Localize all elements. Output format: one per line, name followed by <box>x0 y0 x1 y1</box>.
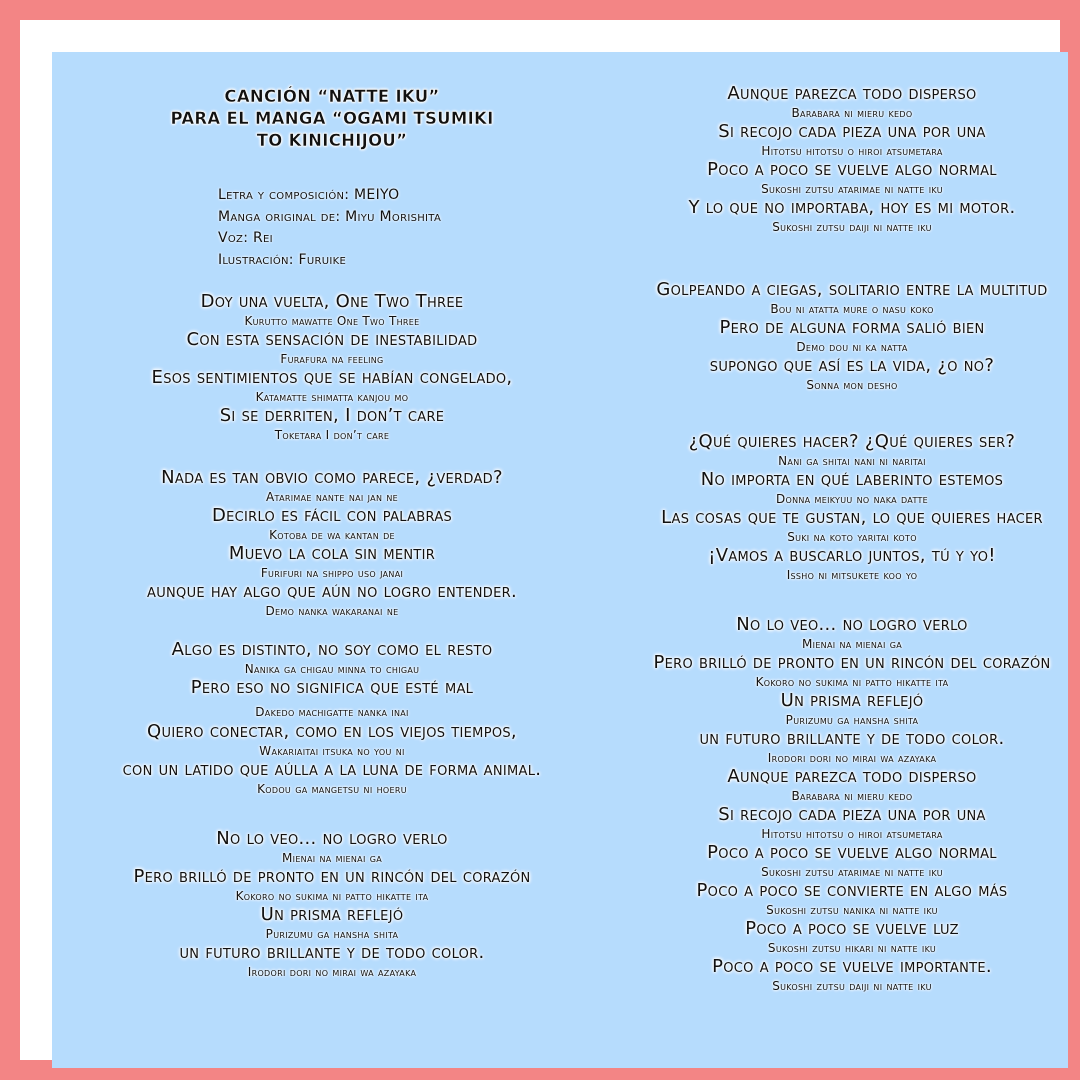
lyric-line: No importa en qué laberinto estemos <box>700 469 1004 490</box>
lyric-line: Poco a poco se vuelve algo normal <box>707 842 997 863</box>
credit-illustration: Ilustración: Furuike <box>218 251 347 268</box>
lyric-line: Aunque parezca todo disperso <box>727 766 977 787</box>
lyric-line: Golpeando a ciegas, solitario entre la multitud <box>656 279 1048 300</box>
romaji-line: Sukoshi zutsu daiji ni natte iku <box>772 979 932 993</box>
romaji-line: Sukoshi zutsu atarimae ni natte iku <box>761 182 943 196</box>
romaji-line: Demo dou ni ka natta <box>796 340 908 354</box>
lyric-line: Aunque parezca todo disperso <box>727 83 977 104</box>
romaji-line: Barabara ni mieru kedo <box>791 789 913 803</box>
credits <box>52 185 612 271</box>
lyric-line: Un prisma reflejó <box>780 690 924 711</box>
white-frame <box>20 20 1060 1060</box>
lyric-line: Pero brilló de pronto en un rincón del corazón <box>133 866 531 887</box>
romaji-line: Barabara ni mieru kedo <box>791 106 913 120</box>
romaji-line: Furafura na feeling <box>280 352 384 366</box>
romaji-line: Katamatte shimatta kanjou mo <box>255 390 409 404</box>
lyric-line: un futuro brillante y de todo color. <box>179 942 485 963</box>
stanza <box>52 468 612 620</box>
stanza <box>52 640 612 798</box>
lyric-line: Si se derriten, I don’t care <box>219 405 445 426</box>
lyric-line: con un latido que aúlla a la luna de forma animal. <box>122 759 542 780</box>
lyric-line: Un prisma reflejó <box>260 904 404 925</box>
lyric-line: Pero eso no significa que esté mal <box>190 677 474 698</box>
lyric-line: ¡Vamos a buscarlo juntos, tú y yo! <box>708 545 996 566</box>
romaji-line: Sukoshi zutsu hikari ni natte iku <box>767 941 937 955</box>
romaji-line: Nani ga shitai nani ni naritai <box>778 454 926 468</box>
romaji-line: Hitotsu hitotsu o hiroi atsumetara <box>761 144 943 158</box>
romaji-line: Sukoshi zutsu nanika ni natte iku <box>766 903 938 917</box>
credit-voice: Voz: Rei <box>218 230 273 246</box>
stanza <box>582 84 1080 236</box>
lyric-line: Poco a poco se vuelve luz <box>745 918 959 939</box>
lyric-line: Quiero conectar, como en los viejos tiempos, <box>147 721 517 742</box>
lyric-line: Pero de alguna forma salió bien <box>719 317 985 338</box>
romaji-line: Nanika ga chigau minna to chigau <box>244 662 420 676</box>
lyrics-panel <box>52 52 1068 1068</box>
lyric-line: Doy una vuelta, One Two Three <box>200 291 464 312</box>
stanza <box>52 829 612 981</box>
title-line: PARA EL MANGA “OGAMI TSUMIKI <box>170 109 494 128</box>
lyric-line: Esos sentimientos que se habían congelado, <box>151 367 513 388</box>
romaji-line: Hitotsu hitotsu o hiroi atsumetara <box>761 827 943 841</box>
romaji-line: Kokoro no sukima ni patto hikatte ita <box>755 675 949 689</box>
lyric-line: No lo veo... no logro verlo <box>736 614 968 635</box>
title-line: TO KINICHIJOU” <box>256 131 408 150</box>
romaji-line: Irodori dori no mirai wa azayaka <box>767 751 937 765</box>
credit-manga: Manga original de: Miyu Morishita <box>218 208 442 225</box>
song-title <box>52 86 612 152</box>
lyric-line: Si recojo cada pieza una por una <box>718 121 986 142</box>
romaji-line: Demo nanka wakaranai ne <box>265 604 399 618</box>
romaji-line: Kodou ga mangetsu ni hoeru <box>257 782 407 796</box>
lyric-line: Poco a poco se convierte en algo más <box>696 880 1008 901</box>
romaji-line: Purizumu ga hansha shita <box>785 713 919 727</box>
romaji-line: Furifuri na shippo uso janai <box>260 566 404 580</box>
lyric-line: Decirlo es fácil con palabras <box>211 505 453 526</box>
romaji-line: Irodori dori no mirai wa azayaka <box>247 965 417 979</box>
romaji-line: Kurutto mawatte One Two Three <box>244 314 420 328</box>
romaji-line: Purizumu ga hansha shita <box>265 927 399 941</box>
romaji-line: Kotoba de wa kantan de <box>269 528 395 542</box>
romaji-line: Sukoshi zutsu atarimae ni natte iku <box>761 865 943 879</box>
romaji-line: Donna meikyuu no naka datte <box>775 492 929 506</box>
lyric-line: Algo es distinto, no soy como el resto <box>171 639 493 660</box>
lyric-line: Muevo la cola sin mentir <box>228 543 436 564</box>
stanza <box>582 432 1080 584</box>
romaji-line: Wakariaitai itsuka no you ni <box>259 744 405 758</box>
title-line: CANCIÓN “NATTE IKU” <box>224 87 440 106</box>
lyric-line: un futuro brillante y de todo color. <box>699 728 1005 749</box>
stanza <box>582 280 1080 394</box>
lyric-line: ¿Qué quieres hacer? ¿Qué quieres ser? <box>688 431 1016 452</box>
romaji-line: Kokoro no sukima ni patto hikatte ita <box>235 889 429 903</box>
lyric-line: supongo que así es la vida, ¿o no? <box>709 355 995 376</box>
lyric-line: Y lo que no importaba, hoy es mi motor. <box>688 197 1016 218</box>
lyric-line: Pero brilló de pronto en un rincón del corazón <box>653 652 1051 673</box>
lyric-line: Con esta sensación de inestabilidad <box>186 329 478 350</box>
lyric-line: Las cosas que te gustan, lo que quieres hacer <box>661 507 1043 528</box>
lyric-line: Poco a poco se vuelve algo normal <box>707 159 997 180</box>
lyric-line: Nada es tan obvio como parece, ¿verdad? <box>161 467 503 488</box>
romaji-line: Bou ni atatta mure o nasu koko <box>770 302 934 316</box>
romaji-line: Atarimae nante nai jan ne <box>266 490 398 504</box>
lyric-line: aunque hay algo que aún no logro entender. <box>147 581 517 602</box>
lyric-line: No lo veo... no logro verlo <box>216 828 448 849</box>
romaji-line: Sukoshi zutsu daiji ni natte iku <box>772 220 932 234</box>
romaji-line: Sonna mon desho <box>806 378 898 392</box>
romaji-line: Mienai na mienai ga <box>802 637 902 651</box>
lyric-line: Poco a poco se vuelve importante. <box>712 956 992 977</box>
stanza <box>52 292 612 444</box>
romaji-line: Toketara I don’t care <box>274 428 390 442</box>
romaji-line: Suki na koto yaritai koto <box>787 530 917 544</box>
romaji-line: Dakedo machigatte nanka inai <box>255 705 409 719</box>
romaji-line: Mienai na mienai ga <box>282 851 382 865</box>
credit-lyrics: Letra y composición: MEIYO <box>218 187 400 203</box>
lyric-line: Si recojo cada pieza una por una <box>718 804 986 825</box>
stanza <box>582 615 1080 995</box>
romaji-line: Issho ni mitsukete koo yo <box>786 568 918 582</box>
